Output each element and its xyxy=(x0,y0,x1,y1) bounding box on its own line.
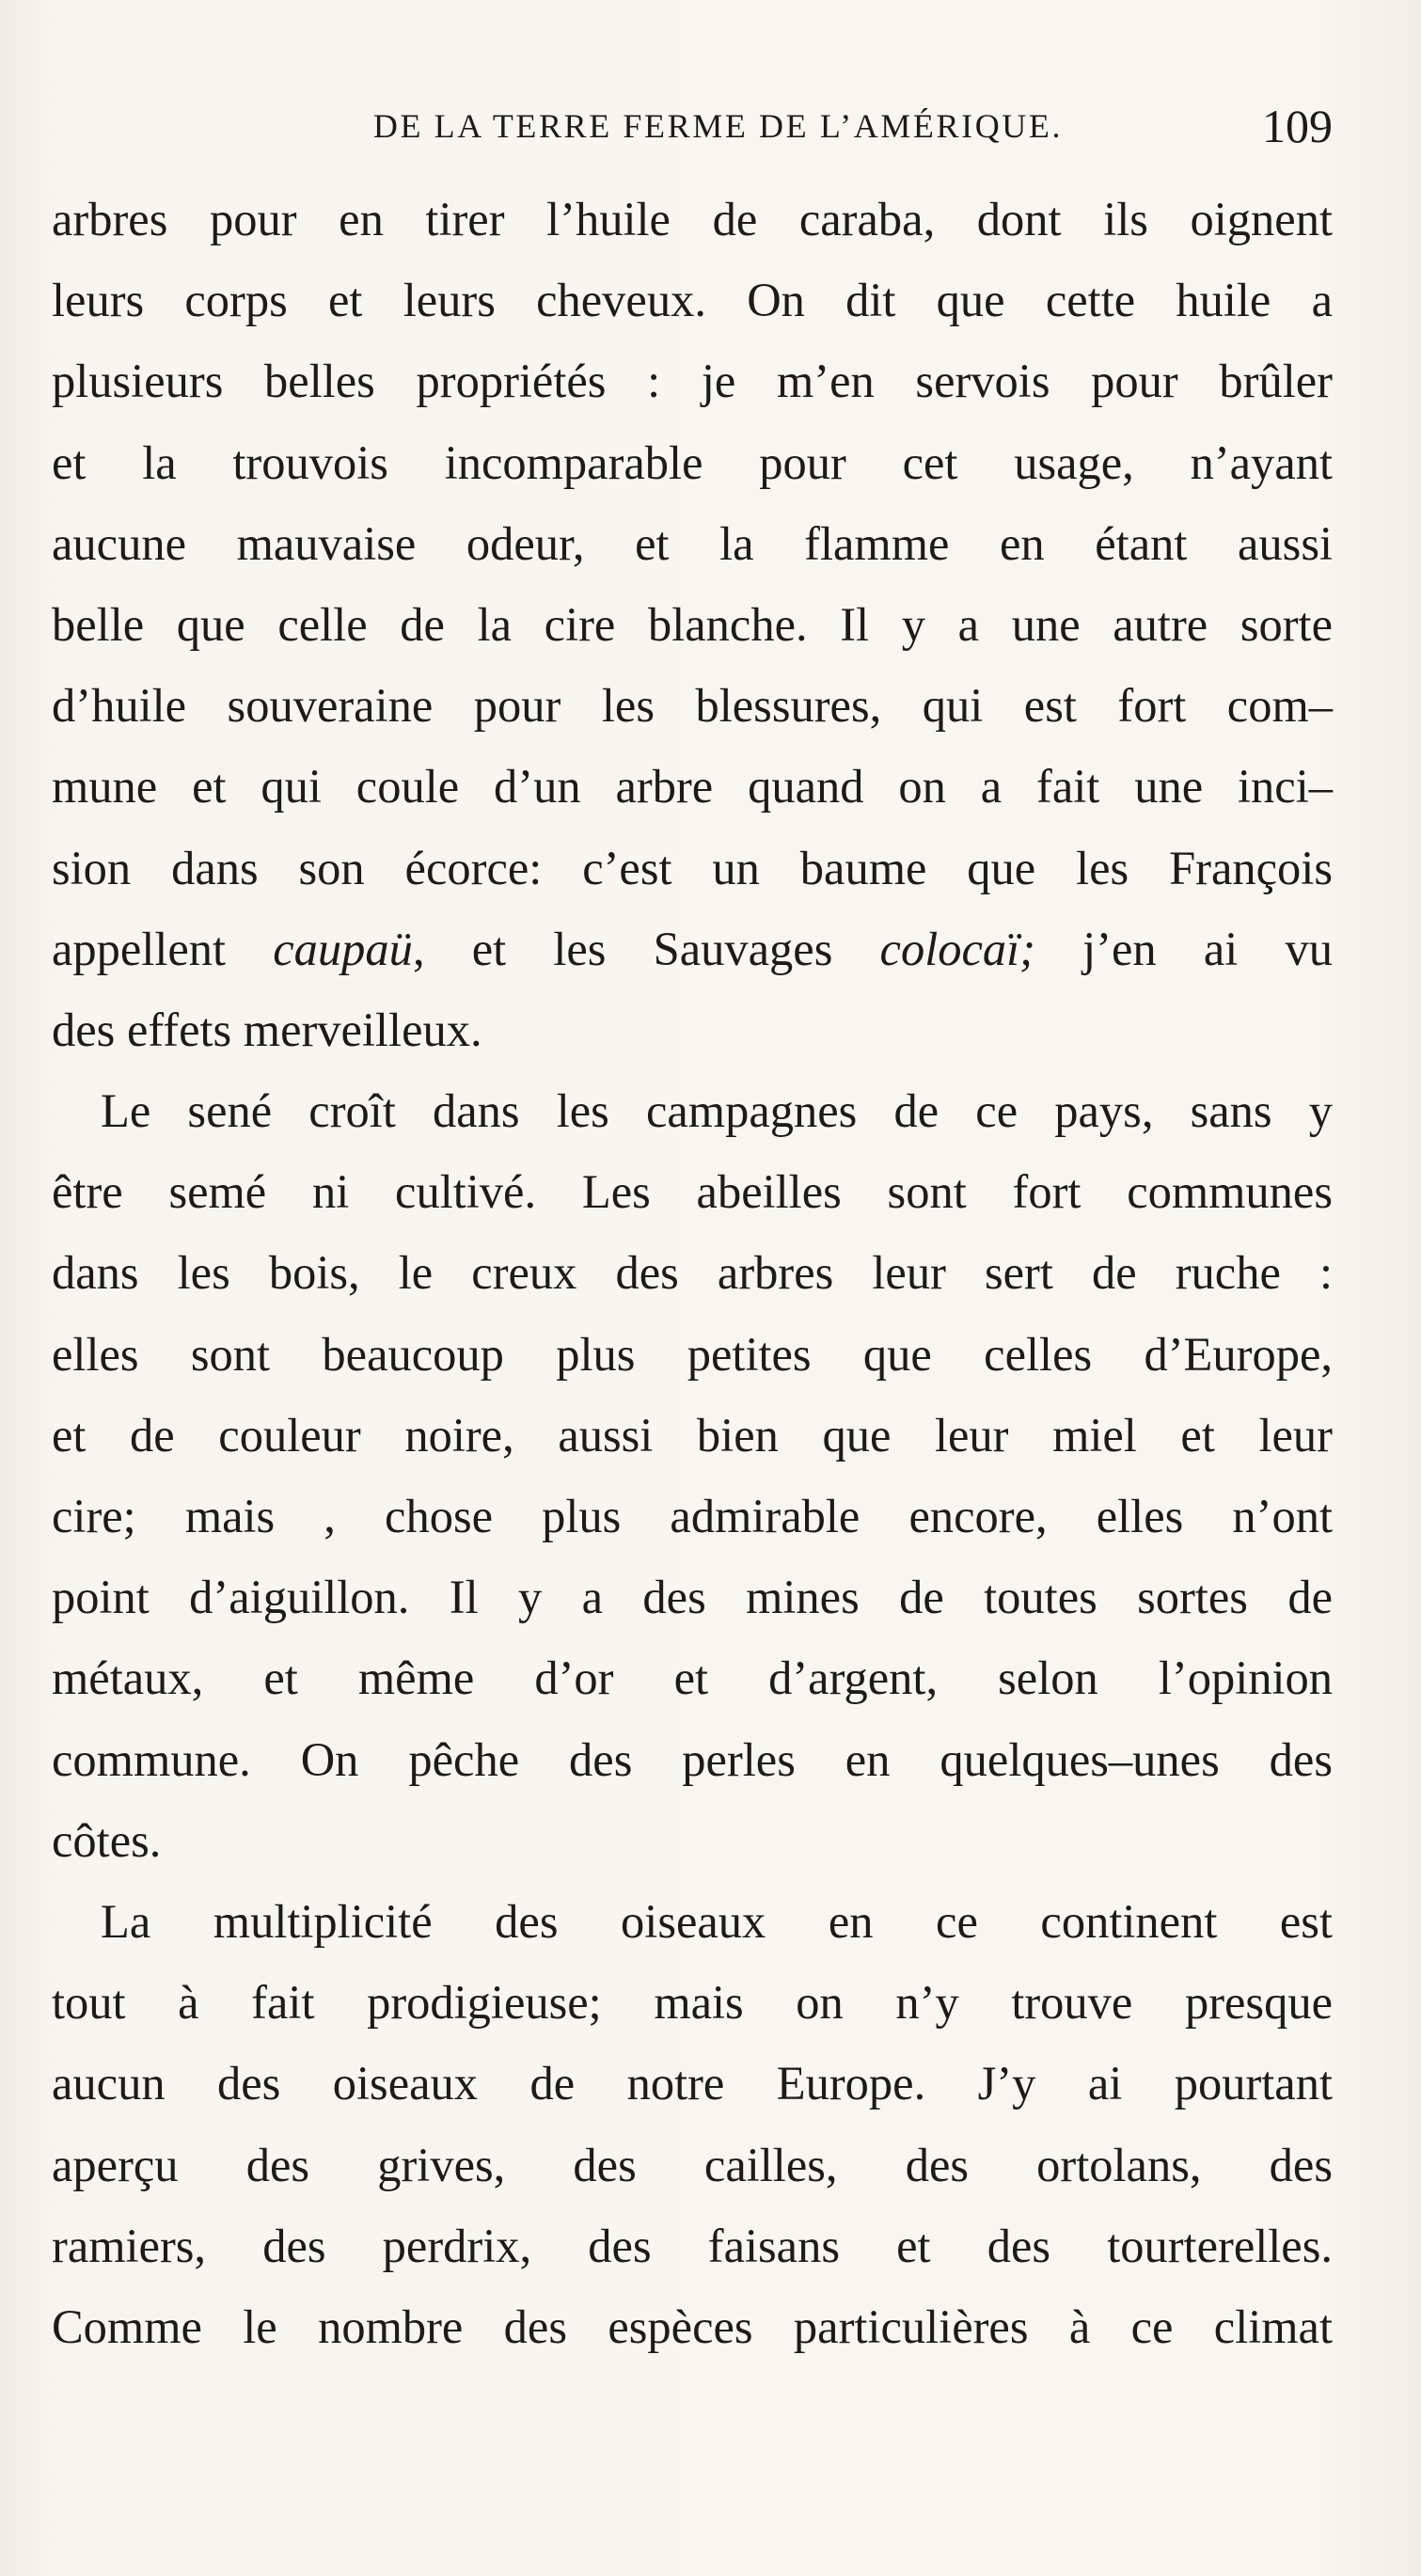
text-line: côtes. xyxy=(52,1813,162,1867)
text-segment: , et les Sauvages xyxy=(412,922,880,975)
body-text xyxy=(52,179,1333,2367)
text-line: elles sont beaucoup plus petites que celles d’Europe, xyxy=(52,1327,1333,1381)
page-number: 109 xyxy=(1262,100,1333,152)
text-line: aucun des oiseaux de notre Europe. J’y ai pourtant xyxy=(52,2057,1333,2110)
text-line: point d’aiguillon. Il y a des mines de toutes sortes de xyxy=(52,1571,1333,1624)
text-line: mune et qui coule d’un arbre quand on a fait une inci– xyxy=(52,760,1333,814)
text-line: et la trouvois incomparable pour cet usage, n’ayant xyxy=(52,435,1333,489)
text-line: arbres pour en tirer l’huile de caraba, dont ils oignent xyxy=(52,193,1333,245)
text-line: belle que celle de la cire blanche. Il y a une autre sorte xyxy=(52,597,1333,651)
text-line: ramiers, des perdrix, des faisans et des tourterelles. xyxy=(52,2219,1333,2272)
text-line: Comme le nombre des espèces particulières à ce climat xyxy=(52,2299,1333,2353)
text-line: être semé ni cultivé. Les abeilles sont fort communes xyxy=(52,1165,1333,1219)
running-title: DE LA TERRE FERME DE L’AMÉRIQUE. xyxy=(372,107,1064,145)
italic-term-colocai: colocaï; xyxy=(879,922,1035,975)
text-line: tout à fait prodigieuse; mais on n’y trouve presque xyxy=(52,1976,1333,2030)
text-segment: j’en ai vu xyxy=(1035,922,1333,975)
text-line: cire; mais , chose plus admirable encore, elles n’ont xyxy=(52,1490,1333,1542)
paragraph-first-line: La multiplicité des oiseaux en ce continent est xyxy=(101,1894,1333,1948)
text-line: d’huile souveraine pour les blessures, qui est fort com– xyxy=(52,679,1333,733)
paragraph-first-line: Le sené croît dans les campagnes de ce pays, sans y xyxy=(101,1084,1333,1138)
text-line xyxy=(52,909,1333,989)
text-segment: appellent xyxy=(52,922,274,975)
text-line: dans les bois, le creux des arbres leur sert de ruche : xyxy=(52,1246,1333,1300)
text-line: métaux, et même d’or et d’argent, selon l’opinion xyxy=(52,1651,1333,1705)
text-line: aperçu des grives, des cailles, des ortolans, des xyxy=(52,2138,1333,2191)
text-line: des effets merveilleux. xyxy=(52,1003,482,1056)
text-line: leurs corps et leurs cheveux. On dit que cette huile a xyxy=(52,274,1333,327)
text-line: aucune mauvaise odeur, et la flamme en étant aussi xyxy=(52,516,1333,570)
text-line: et de couleur noire, aussi bien que leur miel et leur xyxy=(52,1408,1333,1462)
text-line: commune. On pêche des perles en quelques–unes des xyxy=(52,1732,1333,1786)
italic-term-caupau: caupaü xyxy=(273,922,413,975)
text-line: sion dans son écorce: c’est un baume que les François xyxy=(52,841,1333,894)
running-head xyxy=(52,98,1333,154)
text-line: plusieurs belles propriétés : je m’en servois pour brûler xyxy=(52,355,1333,408)
